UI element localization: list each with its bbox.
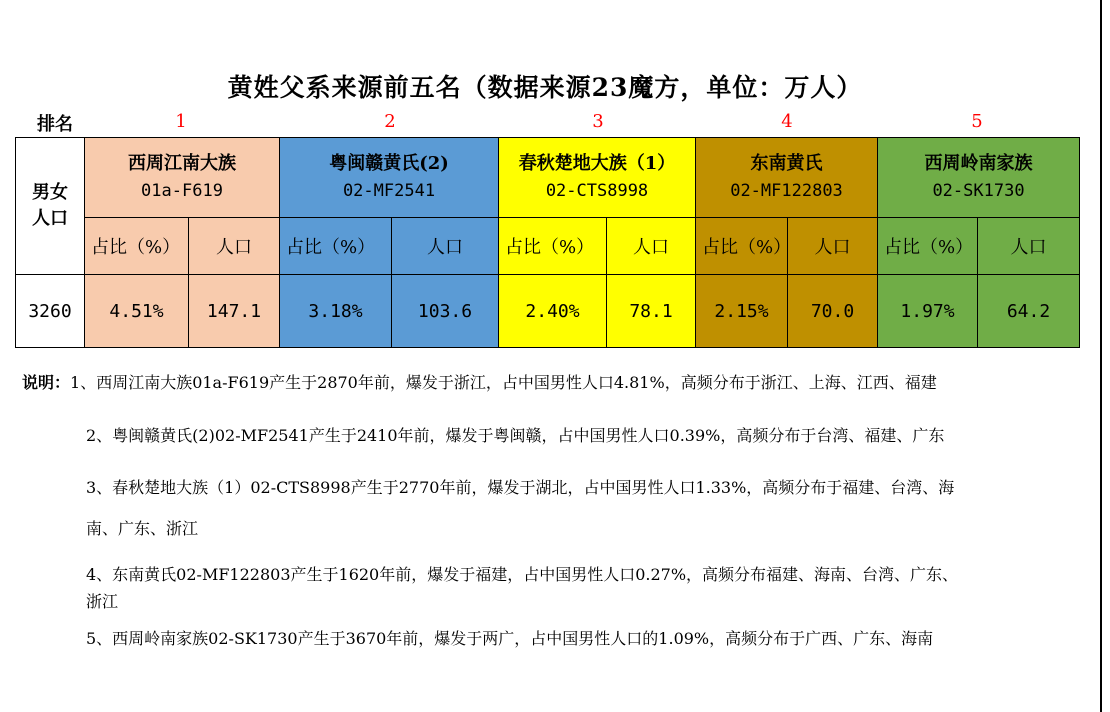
window-edge [1100,0,1110,712]
ratio-header: 占比（%） [280,218,392,275]
clan-header-3 [499,138,696,218]
note-text: 1、西周江南大族01a-F619产生于2870年前，爆发于浙江，占中国男性人口4.81%，高频分布于浙江、上海、江西、福建 [70,373,937,392]
clan-name: 西周江南大族 [128,153,236,174]
population-header: 人口 [607,218,696,275]
clan-code: 02-MF122803 [730,181,843,201]
ratio-value-1: 4.51% [85,275,189,348]
notes-label: 说明： [22,373,71,392]
ratio-header: 占比（%） [499,218,607,275]
note-line-3-cont: 南、广东、浙江 [86,519,199,538]
population-label: 人口 [32,208,68,229]
ratio-value-4: 2.15% [696,275,788,348]
note-line-3: 3、春秋楚地大族（1）02-CTS8998产生于2770年前，爆发于湖北，占中国男性人口1.33%，高频分布于福建、台湾、海 [86,478,955,497]
clan-code: 02-MF2541 [342,181,436,201]
population-value-1: 147.1 [189,275,280,348]
clan-table [15,137,1080,348]
gender-label: 男女 [32,182,68,203]
note-line-4: 4、东南黄氏02-MF122803产生于1620年前，爆发于福建，占中国男性人口0.27%，高频分布福建、海南、台湾、广东、 [86,565,959,584]
rank-number-4: 4 [781,111,793,132]
ratio-value-5: 1.97% [878,275,978,348]
rank-number-1: 1 [175,111,187,132]
clan-name: 粤闽赣黄氏(2) [329,153,449,174]
clan-header-4 [696,138,878,218]
population-header: 人口 [978,218,1080,275]
population-header: 人口 [788,218,878,275]
population-value-3: 78.1 [607,275,696,348]
clan-name: 西周岭南家族 [924,153,1033,174]
rank-number-2: 2 [384,111,396,132]
clan-code: 01a-F619 [141,181,223,201]
page-title: 黄姓父系来源前五名（数据来源23魔方，单位：万人） [227,73,863,102]
population-header: 人口 [392,218,499,275]
population-value-5: 64.2 [978,275,1080,348]
ratio-value-3: 2.40% [499,275,607,348]
clan-header-2 [280,138,499,218]
clan-name: 春秋楚地大族（1） [518,153,676,174]
population-header: 人口 [189,218,280,275]
rank-number-5: 5 [971,111,983,132]
note-line-2: 2、粤闽赣黄氏(2)02-MF2541产生于2410年前，爆发于粤闽赣，占中国男性人口0.39%，高频分布于台湾、福建、广东 [86,426,945,445]
clan-header-5 [878,138,1080,218]
note-line-4-cont: 浙江 [86,592,119,611]
clan-code: 02-CTS8998 [545,181,649,201]
note-line-1 [22,370,937,393]
rank-number-3: 3 [592,111,604,132]
ratio-header: 占比（%） [878,218,978,275]
note-line-5: 5、西周岭南家族02-SK1730产生于3670年前，爆发于两广，占中国男性人口的1.09%，高频分布于广西、广东、海南 [86,629,934,648]
population-value-2: 103.6 [392,275,499,348]
ratio-value-2: 3.18% [280,275,392,348]
clan-name: 东南黄氏 [750,153,823,174]
ratio-header: 占比（%） [696,218,788,275]
clan-code: 02-SK1730 [932,181,1025,201]
rank-label: 排名 [37,114,73,135]
total-population: 3260 [16,275,85,348]
clan-header-1 [85,138,280,218]
ratio-header: 占比（%） [85,218,189,275]
gender-population-header [16,138,85,275]
population-value-4: 70.0 [788,275,878,348]
